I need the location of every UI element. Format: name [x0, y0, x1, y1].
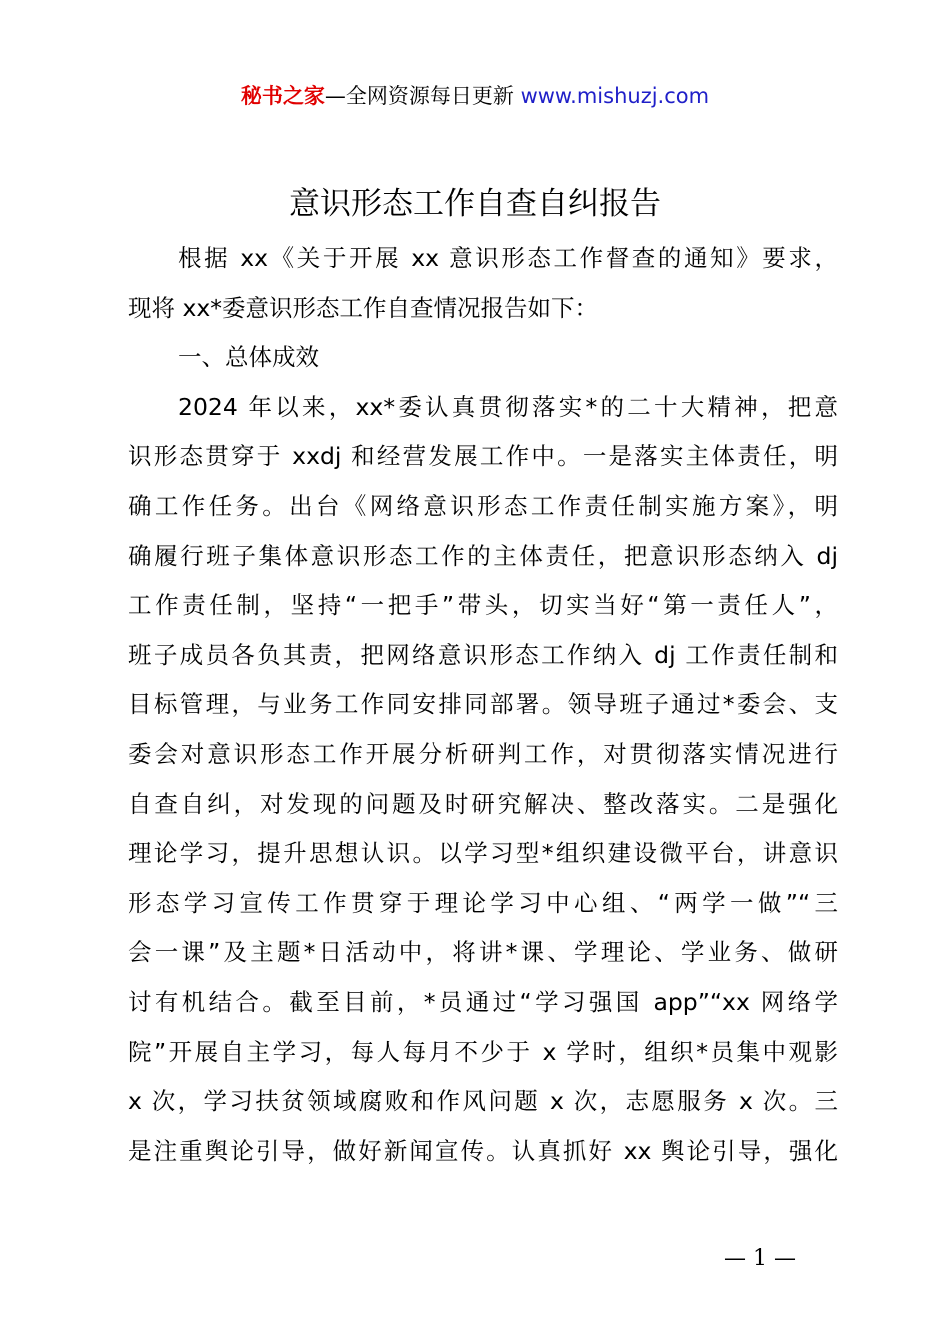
paragraph-line: 目标管理，与业务工作同安排同部署。领导班子通过*委会、支	[128, 690, 838, 719]
site-url-link[interactable]: www.mishuzj.com	[520, 84, 710, 108]
paragraph-line: 识形态贯穿于 xxdj 和经营发展工作中。一是落实主体责任，明	[128, 442, 838, 471]
paragraph-line: x 次，学习扶贫领域腐败和作风问题 x 次，志愿服务 x 次。三	[128, 1087, 838, 1116]
paragraph-line: 自查自纠，对发现的问题及时研究解决、整改落实。二是强化	[128, 789, 838, 818]
paragraph-line: 2024 年以来，xx*委认真贯彻落实*的二十大精神，把意	[178, 392, 838, 421]
document-body	[128, 234, 838, 1176]
brand-name: 秘书之家	[240, 84, 325, 108]
paragraph-line: 院”开展自主学习，每人每月不少于 x 学时，组织*员集中观影	[128, 1037, 838, 1066]
section-heading: 一、总体成效	[178, 343, 319, 372]
intro-line: 根据 xx《关于开展 xx 意识形态工作督查的通知》要求，	[178, 244, 838, 272]
page-number: — 1 —	[724, 1246, 796, 1271]
document-title: 意识形态工作自查自纠报告	[289, 186, 661, 222]
header-tagline: —全网资源每日更新	[324, 84, 514, 108]
paragraph-line: 形态学习宣传工作贯穿于理论学习中心组、“两学一做”“三	[128, 888, 838, 917]
paragraph-line: 确工作任务。出台《网络意识形态工作责任制实施方案》，明	[128, 491, 838, 520]
body-paragraph	[128, 383, 838, 1177]
paragraph-line: 工作责任制，坚持“一把手”带头，切实当好“第一责任人”，	[128, 591, 838, 620]
paragraph-line: 确履行班子集体意识形态工作的主体责任，把意识形态纳入 dj	[128, 541, 838, 570]
section-heading-paragraph	[128, 333, 838, 383]
paragraph-line: 委会对意识形态工作开展分析研判工作，对贯彻落实情况进行	[128, 739, 838, 768]
paragraph-line: 班子成员各负其责，把网络意识形态工作纳入 dj 工作责任制和	[128, 640, 838, 669]
paragraph-line: 讨有机结合。截至目前，*员通过“学习强国 app”“xx 网络学	[128, 987, 838, 1016]
site-header	[0, 80, 950, 112]
paragraph-line: 理论学习，提升思想认识。以学习型*组织建设微平台，讲意识	[128, 839, 838, 868]
paragraph-line: 是注重舆论引导，做好新闻宣传。认真抓好 xx 舆论引导，强化	[128, 1136, 838, 1165]
intro-paragraph	[128, 234, 838, 333]
paragraph-line: 会一课”及主题*日活动中，将讲*课、学理论、学业务、做研	[128, 938, 838, 967]
intro-line: 现将 xx*委意识形态工作自查情况报告如下：	[128, 293, 599, 322]
